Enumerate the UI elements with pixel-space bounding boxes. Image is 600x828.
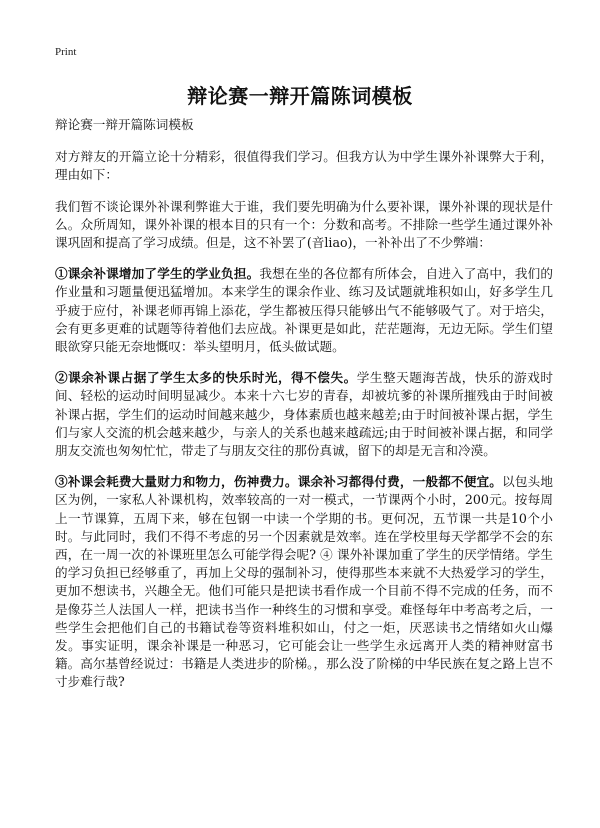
point-paragraph-3 <box>55 473 553 691</box>
point-3-body: 以包头地区为例，一家私人补课机构，效率较高的一对一模式，一节课两个小时，200元。按每周上一节课算，五周下来，够在包钢一中读一个学期的书。更何况，五节课一共是10个小时。与此同时，我们不得不考虑的另一个因素就是效率。连在学校里每天学都学不会的东西，在一周一次的补课班里怎么可能学得会呢? ④ 课外补课加重了学生的厌学情绪。学生的学习负担已经够重了，再加上父母的强制补习，使得那些本来就不大热爱学习的学生，更加不想读书，兴趣全无。他们可能只是把读书看作成一个目前不得不完成的任务，而不是像芬兰人法国人一样，把读书当作一种终生的习惯和享受。难怪每年中考高考之后，一些学生会把他们自己的书籍试卷等资料堆积如山，付之一炬，厌恶读书之情绪如火山爆发。事实证明，课余补课是一种恶习，它可能会让一些学生永远离开人类的精神财富书籍。高尔基曾经说过：书籍是人类进步的阶梯。，那么没了阶梯的中华民族在复之路上岂不寸步难行哉? <box>55 474 554 690</box>
point-paragraph-2 <box>55 369 553 460</box>
context-paragraph: 我们暂不谈论课外补课利弊谁大于谁，我们要先明确为什么要补课，课外补课的现状是什么。众所周知，课外补课的根本目的只有一个：分数和高考。不排除一些学生通过课外补课巩固和提高了学习成绩。但是，这不补罢了(音liao)，一补补出了不少弊端： <box>55 198 553 251</box>
point-2-body: 学生整天题海苦战，快乐的游戏时间、轻松的运动时间明显减少。本来十六七岁的青春，却被坑爹的补课所摧残由于时间被补课占据，学生们的运动时间越来越少，身体素质也越来越差;由于时间被补课占据，学生们与家人交流的机会越来越少，与亲人的关系也越来越疏远;由于时间被补课占据，和同学朋友交流也匆匆忙忙，带走了与朋友交往的那份真诚，留下的却是无言和冷漠。 <box>55 370 554 459</box>
document-title: 辩论赛一辩开篇陈词模板 <box>187 84 413 108</box>
point-paragraph-1 <box>55 265 553 356</box>
point-1-body: 我想在坐的各位都有所体会，自进入了高中，我们的作业量和习题量便迅猛增加。本来学生的课余作业、练习及试题就堆积如山，好多学生几乎疲于应付，补课老师再锦上添花，学生都被压得只能够出气不能够吸气了。对于培尖，会有更多更难的试题等待着他们去应战。补课更是如此，茫茫题海，无边无际。学生们望眼欲穿只能无奈地慨叹：举头望明月，低头做试题。 <box>55 266 554 355</box>
point-1-lead: ①课余补课增加了学生的学业负担。 <box>55 266 260 282</box>
document-subtitle: 辩论赛一辩开篇陈词模板 <box>55 117 194 132</box>
intro-paragraph: 对方辩友的开篇立论十分精彩，很值得我们学习。但我方认为中学生课外补课弊大于利，理由如下： <box>55 149 553 183</box>
point-2-lead: ②课余补课占据了学生太多的快乐时光，得不偿失。 <box>55 370 357 386</box>
document-body <box>55 116 553 705</box>
print-label: Print <box>55 46 77 58</box>
point-3-lead: ③补课会耗费大量财力和物力，伤神费力。课余补习都得付费，一般都不便宜。 <box>55 474 503 490</box>
